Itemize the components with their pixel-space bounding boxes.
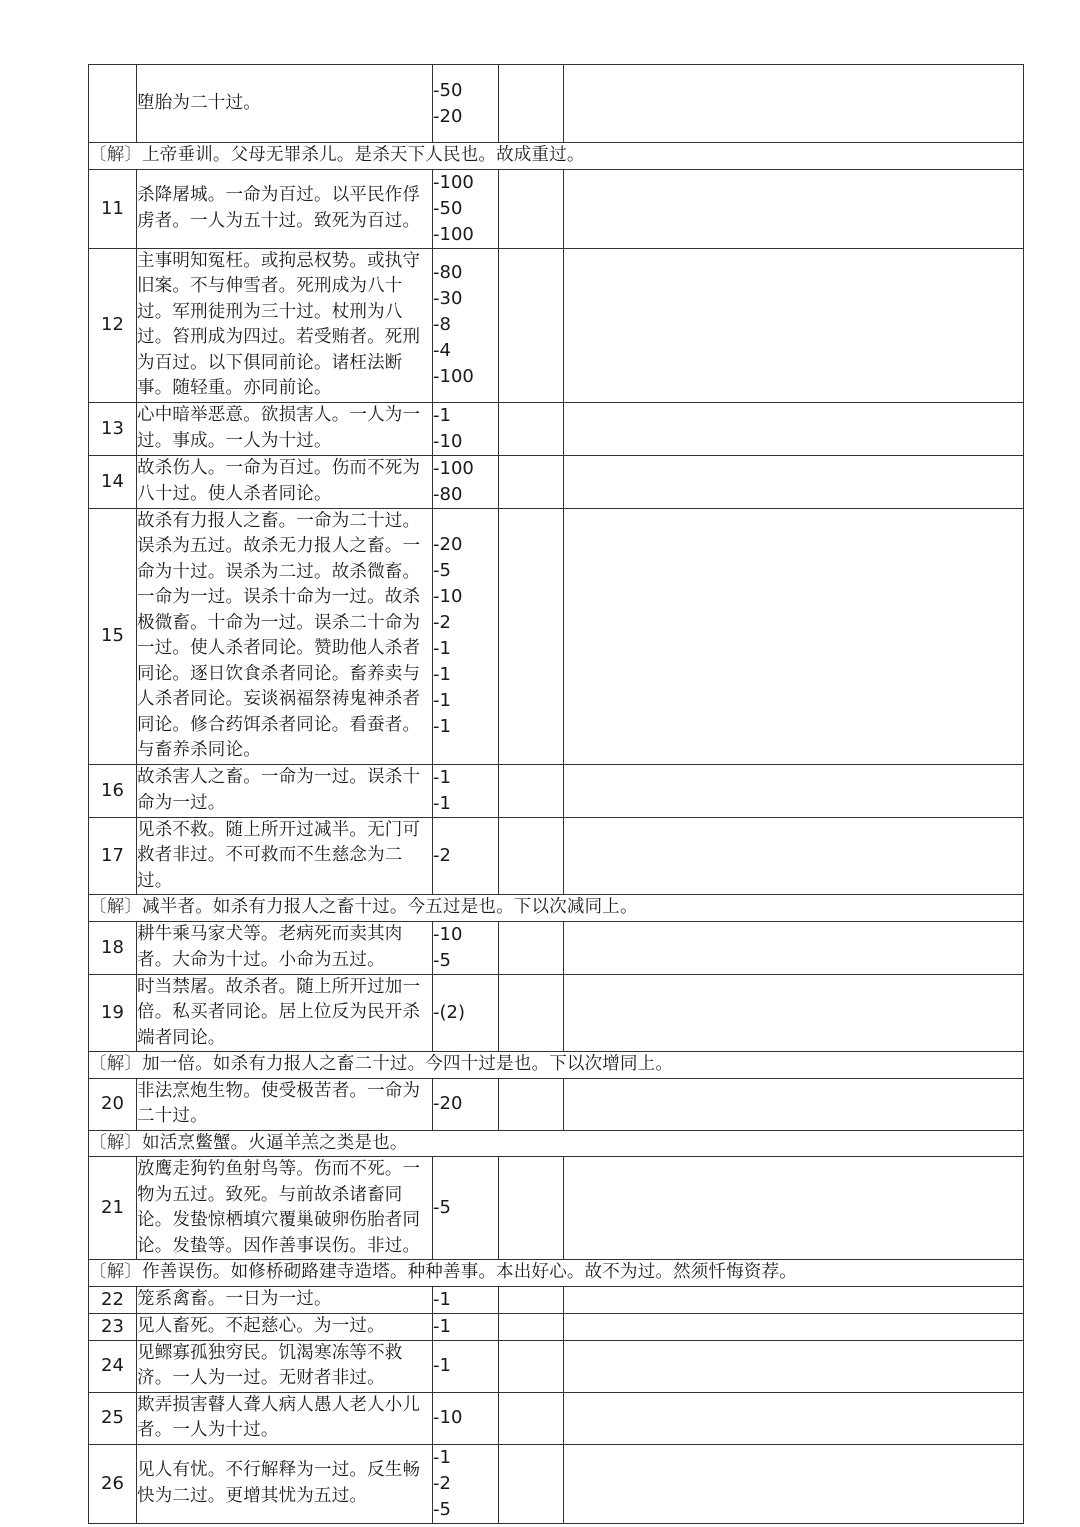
row-value: -10: [433, 586, 463, 607]
row-value: -100: [433, 366, 474, 387]
row-value: -5: [433, 1197, 451, 1218]
note-row: [89, 1052, 1024, 1079]
row-value: -2: [433, 612, 451, 633]
note-cell: [89, 1052, 1024, 1079]
empty-cell: [564, 764, 1024, 817]
row-value: -10: [433, 430, 463, 452]
table-row: [89, 1313, 1024, 1340]
row-number: 21: [89, 1157, 137, 1260]
row-value: -5: [433, 1498, 451, 1520]
table-row: [89, 1444, 1024, 1523]
row-number: 25: [89, 1392, 137, 1444]
empty-cell: [499, 248, 564, 402]
row-text: 心中暗举恶意。欲损害人。一人为一过。事成。一人为十过。: [137, 402, 433, 455]
empty-cell: [499, 817, 564, 895]
row-number: 14: [89, 455, 137, 508]
table-row: [89, 974, 1024, 1052]
row-values: [433, 1444, 499, 1523]
row-value: -1: [433, 792, 451, 814]
row-value: -80: [433, 483, 463, 505]
row-value: -100: [433, 457, 474, 479]
row-value: -1: [433, 690, 451, 711]
row-values: [433, 508, 499, 764]
row-number: 11: [89, 169, 137, 248]
table-row: [89, 402, 1024, 455]
row-value: -1: [433, 638, 451, 659]
row-value: -50: [433, 197, 463, 219]
row-text: 耕牛乘马家犬等。老病死而卖其肉者。大命为十过。小命为五过。: [137, 921, 433, 974]
empty-cell: [564, 1157, 1024, 1260]
note-cell: [89, 895, 1024, 922]
row-text: 主事明知冤枉。或拘忌权势。或执守旧案。不与伸雪者。死刑成为八十过。军刑徒刑为三十过。杖刑为八过。笞刑成为四过。若受贿者。死刑为百过。以下俱同前论。诸枉法断事。随轻重。亦同前论。: [137, 248, 433, 402]
row-values: [433, 169, 499, 248]
row-value: -10: [433, 923, 463, 945]
row-value: -1: [433, 664, 451, 685]
row-number: 20: [89, 1078, 137, 1130]
empty-cell: [499, 402, 564, 455]
row-text: 见人畜死。不起慈心。为一过。: [137, 1313, 433, 1340]
table-row: [89, 65, 1024, 143]
row-number: 23: [89, 1313, 137, 1340]
row-number: 22: [89, 1286, 137, 1313]
row-value: -1: [433, 1446, 451, 1468]
empty-cell: [564, 817, 1024, 895]
empty-cell: [499, 1313, 564, 1340]
table-row: [89, 1286, 1024, 1313]
row-text: 杀降屠城。一命为百过。以平民作俘虏者。一人为五十过。致死为百过。: [137, 169, 433, 248]
row-values: [433, 65, 499, 143]
row-values: [433, 1286, 499, 1313]
row-value: -20: [433, 1093, 463, 1114]
row-values: [433, 1313, 499, 1340]
row-number: 12: [89, 248, 137, 402]
note-text: 加一倍。如杀有力报人之畜二十过。今四十过是也。下以次增同上。: [142, 1054, 674, 1074]
empty-cell: [564, 248, 1024, 402]
row-text: 时当禁屠。故杀者。随上所开过加一倍。私买者同论。居上位反为民开杀端者同论。: [137, 974, 433, 1052]
note-row: [89, 143, 1024, 170]
empty-cell: [499, 1392, 564, 1444]
row-text: 放鹰走狗钓鱼射鸟等。伤而不死。一物为五过。致死。与前故杀诸畜同论。发蛰惊栖填穴覆巢破卵伤胎者同论。发蛰等。因作善事误伤。非过。: [137, 1157, 433, 1260]
row-values: [433, 974, 499, 1052]
row-number: 24: [89, 1340, 137, 1392]
note-cell: [89, 1260, 1024, 1287]
row-value: -5: [433, 560, 451, 581]
row-values: [433, 1157, 499, 1260]
empty-cell: [564, 402, 1024, 455]
empty-cell: [499, 1286, 564, 1313]
row-values: [433, 455, 499, 508]
row-text: 见人有忧。不行解释为一过。反生畅快为二过。更增其忧为五过。: [137, 1444, 433, 1523]
empty-cell: [564, 1444, 1024, 1523]
row-number: [89, 65, 137, 143]
ledger-body: [89, 65, 1024, 1524]
empty-cell: [499, 169, 564, 248]
note-row: [89, 895, 1024, 922]
table-row: [89, 1340, 1024, 1392]
row-text: 故杀伤人。一命为百过。伤而不死为八十过。使人杀者同论。: [137, 455, 433, 508]
table-row: [89, 921, 1024, 974]
empty-cell: [564, 169, 1024, 248]
row-value: -2: [433, 844, 451, 866]
note-row: [89, 1260, 1024, 1287]
row-values: [433, 921, 499, 974]
note-text: 如活烹鳖蟹。火逼羊羔之类是也。: [142, 1132, 408, 1153]
row-values: [433, 817, 499, 895]
row-text: 见鳏寡孤独穷民。饥渴寒冻等不救济。一人为一过。无财者非过。: [137, 1340, 433, 1392]
empty-cell: [499, 508, 564, 764]
empty-cell: [564, 1313, 1024, 1340]
row-number: 17: [89, 817, 137, 895]
row-value: -50: [433, 79, 463, 101]
empty-cell: [499, 1340, 564, 1392]
row-values: [433, 1078, 499, 1130]
table-row: [89, 248, 1024, 402]
empty-cell: [499, 1444, 564, 1523]
row-value: -1: [433, 1315, 451, 1337]
note-text: 上帝垂训。父母无罪杀儿。是杀天下人民也。故成重过。: [142, 145, 585, 165]
empty-cell: [499, 65, 564, 143]
note-label: 〔解〕: [89, 1262, 143, 1282]
note-cell: [89, 1130, 1024, 1157]
row-value: -4: [433, 340, 451, 361]
row-number: 15: [89, 508, 137, 764]
row-value: -100: [433, 171, 474, 193]
row-value: -1: [433, 716, 451, 737]
empty-cell: [499, 1078, 564, 1130]
table-row: [89, 1157, 1024, 1260]
row-text: 故杀害人之畜。一命为一过。误杀十命为一过。: [137, 764, 433, 817]
note-text: 减半者。如杀有力报人之畜十过。今五过是也。下以次减同上。: [142, 897, 638, 917]
row-values: [433, 402, 499, 455]
row-value: -10: [433, 1407, 463, 1428]
row-value: -5: [433, 949, 451, 971]
table-row: [89, 817, 1024, 895]
row-text: 见杀不救。随上所开过减半。无门可救者非过。不可救而不生慈念为二过。: [137, 817, 433, 895]
ledger-table: [88, 64, 1024, 1524]
note-label: 〔解〕: [89, 1054, 143, 1074]
row-value: -8: [433, 314, 451, 335]
empty-cell: [564, 974, 1024, 1052]
empty-cell: [564, 455, 1024, 508]
row-values: [433, 248, 499, 402]
empty-cell: [564, 1078, 1024, 1130]
row-values: [433, 764, 499, 817]
empty-cell: [564, 1340, 1024, 1392]
note-cell: [89, 143, 1024, 170]
note-label: 〔解〕: [89, 897, 143, 917]
note-row: [89, 1130, 1024, 1157]
row-text: 堕胎为二十过。: [137, 65, 433, 143]
row-value: -30: [433, 288, 463, 309]
row-number: 18: [89, 921, 137, 974]
row-value: -1: [433, 766, 451, 788]
table-row: [89, 169, 1024, 248]
empty-cell: [564, 1392, 1024, 1444]
row-value: -2: [433, 1472, 451, 1494]
note-label: 〔解〕: [89, 1132, 143, 1153]
empty-cell: [499, 1157, 564, 1260]
row-value: -(2): [433, 1001, 465, 1023]
row-number: 26: [89, 1444, 137, 1523]
row-value: -1: [433, 404, 451, 426]
table-row: [89, 455, 1024, 508]
note-label: 〔解〕: [89, 145, 143, 165]
row-values: [433, 1340, 499, 1392]
row-values: [433, 1392, 499, 1444]
empty-cell: [499, 921, 564, 974]
row-number: 13: [89, 402, 137, 455]
table-row: [89, 1078, 1024, 1130]
table-row: [89, 1392, 1024, 1444]
empty-cell: [564, 508, 1024, 764]
row-text: 故杀有力报人之畜。一命为二十过。误杀为五过。故杀无力报人之畜。一命为十过。误杀为二过。故杀微畜。一命为一过。误杀十命为一过。故杀极微畜。十命为一过。误杀二十命为一过。使人杀者同论。赞助他人杀者同论。逐日饮食杀者同论。畜养卖与人杀者同论。妄谈祸福祭祷鬼神杀者同论。修合药饵杀者同论。看蚕者。与畜养杀同论。: [137, 508, 433, 764]
row-value: -1: [433, 1355, 451, 1376]
row-value: -20: [433, 534, 463, 555]
row-number: 19: [89, 974, 137, 1052]
row-value: -80: [433, 262, 463, 283]
table-row: [89, 764, 1024, 817]
row-number: 16: [89, 764, 137, 817]
empty-cell: [564, 1286, 1024, 1313]
table-row: [89, 508, 1024, 764]
note-text: 作善误伤。如修桥砌路建寺造塔。种种善事。本出好心。故不为过。然须忏悔资荐。: [142, 1262, 798, 1282]
row-value: -1: [433, 1288, 451, 1310]
empty-cell: [499, 455, 564, 508]
empty-cell: [564, 65, 1024, 143]
empty-cell: [499, 764, 564, 817]
empty-cell: [499, 974, 564, 1052]
row-text: 欺弄损害瞽人聋人病人愚人老人小儿者。一人为十过。: [137, 1392, 433, 1444]
row-value: -100: [433, 223, 474, 245]
row-value: -20: [433, 105, 463, 127]
empty-cell: [564, 921, 1024, 974]
row-text: 非法烹炮生物。使受极苦者。一命为二十过。: [137, 1078, 433, 1130]
row-text: 笼系禽畜。一日为一过。: [137, 1286, 433, 1313]
